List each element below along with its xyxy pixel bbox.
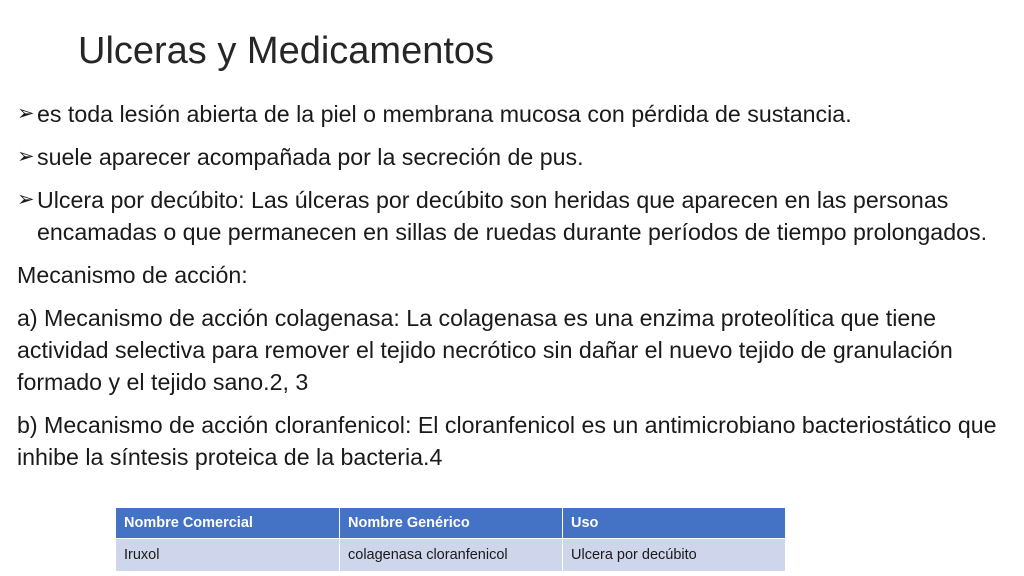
table-cell: colagenasa cloranfenicol (340, 539, 563, 572)
column-header-nombre-generico: Nombre Genérico (340, 508, 563, 539)
arrow-bullet-icon: ➢ (17, 102, 35, 125)
arrow-bullet-icon: ➢ (17, 188, 35, 211)
bullet-text: suele aparecer acompañada por la secreción de pus. (37, 144, 584, 170)
mechanism-cloranfenicol: b) Mecanismo de acción cloranfenicol: El cloranfenicol es un antimicrobiano bacteriostático que inhibe la síntesis proteica de la bacteria.4 (17, 412, 997, 470)
column-header-uso: Uso (563, 508, 786, 539)
column-header-nombre-comercial: Nombre Comercial (116, 508, 340, 539)
medications-table (116, 508, 786, 571)
bullet-text: Ulcera por decúbito: Las úlceras por decúbito son heridas que aparecen en las personas encamadas o que permanecen en sillas de ruedas durante períodos de tiempo prolongados. (37, 187, 988, 245)
slide-body (17, 98, 1017, 484)
mechanism-heading: Mecanismo de acción: (17, 262, 248, 288)
bullet-item (17, 141, 1017, 173)
table-header-row (116, 508, 786, 539)
slide-title: Ulceras y Medicamentos (78, 30, 495, 72)
mechanism-colagenasa: a) Mecanismo de acción colagenasa: La colagenasa es una enzima proteolítica que tiene actividad selectiva para remover el tejido necrótico sin dañar el nuevo tejido de granulación formado y el tejido sano.2, 3 (17, 305, 953, 395)
table-row (116, 539, 786, 572)
arrow-bullet-icon: ➢ (17, 145, 35, 168)
bullet-item (17, 184, 1017, 248)
table-cell: Iruxol (116, 539, 340, 572)
table-cell: Ulcera por decúbito (563, 539, 786, 572)
bullet-text: es toda lesión abierta de la piel o membrana mucosa con pérdida de sustancia. (37, 101, 852, 127)
bullet-item (17, 98, 1017, 130)
